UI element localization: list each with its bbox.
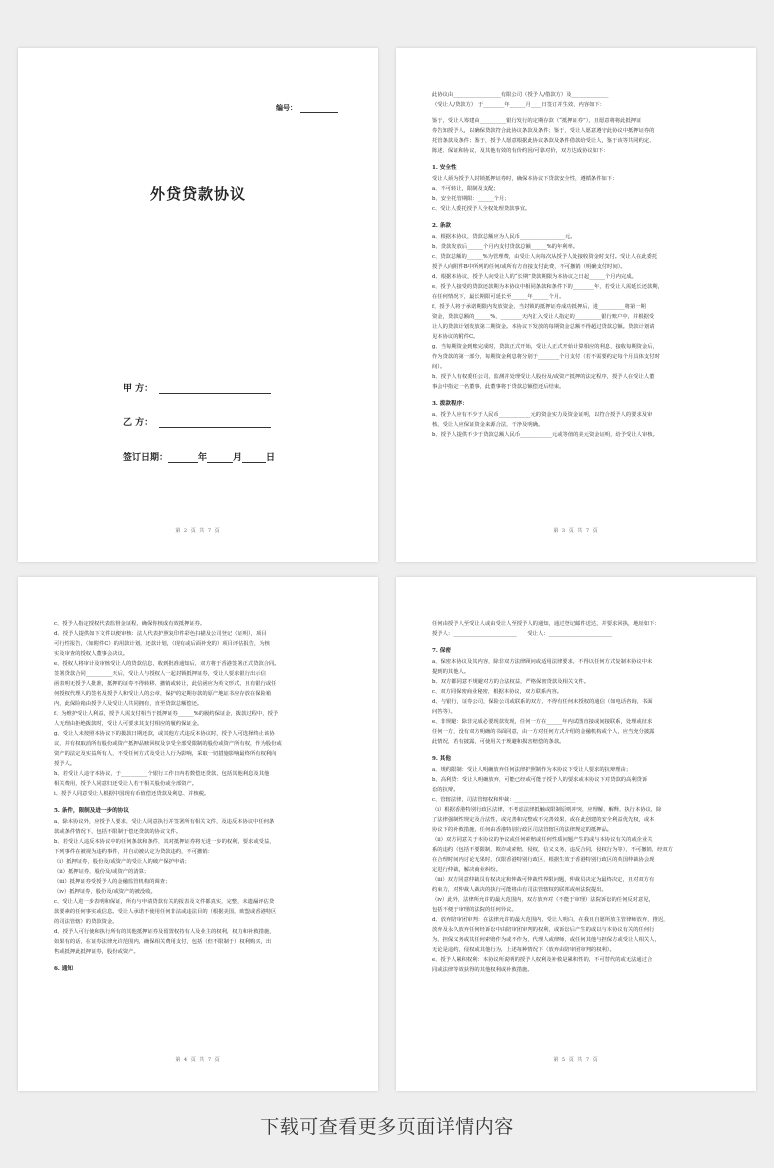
year-label: 年 xyxy=(198,453,208,463)
contract-number-blank xyxy=(300,105,338,113)
text-line: 间）。 xyxy=(432,364,446,370)
text-line: 此协议由__________________有限公司（授予人/借款方）及______________ xyxy=(432,92,609,98)
text-line: e、授予人接受的贷款还款期为本协议中相同条款和条件下的________年，若受让人需延长还款期， xyxy=(432,284,663,290)
text-line: 授予人：________________________ 受让人：________________________ xyxy=(432,631,613,637)
document-page-4 xyxy=(18,577,378,1091)
text-line: 下列事件在被视为违约事件，并自动被认定为贷款违约，不可撤销： xyxy=(54,849,213,855)
text-line: h、授予人有权委任公司，监测并处理受让人股份及/或资产抵押的法定程序，授予人在受让人董 xyxy=(432,374,655,380)
text-line: g、当每期资金到账完成时，贷款正式开始，受让人正式开始计算相应的利息，接收每期资金后， xyxy=(432,344,658,350)
text-line: 券告知授予人，以确保贷款符合此协议条款及条件；鉴于，受让人愿意遵守此协议中抵押证券的 xyxy=(432,128,655,134)
text-line: b、安全托管期限：______个月； xyxy=(432,196,510,202)
text-line: 陈述、保证和协议，及其他有效的有价约因/可靠对价，双方达成协议如下： xyxy=(432,148,609,154)
text-line: 放弃及永久放弃任何经诉讼中由陪审团审判的权利，或诉讼后产生的或以与本协议有关的任何行 xyxy=(432,927,655,933)
text-line: d、与银行，证券公司，保险公司或联系的双方，不得有任何未授权的通信（如电话咨询，书面 xyxy=(432,699,653,705)
party-b-label: 乙 方： xyxy=(123,418,154,428)
text-line: 了法律强制性规定及合法性，或完善和完整或不完善效果，或在此创建的安全利益优先权，或本 xyxy=(432,817,655,823)
text-line: b、授予人提供不少于贷款总额人民币____________元或等值的美元资金证明，给予受让人审核。 xyxy=(432,432,658,438)
text-line: e、授予人累积权利：本协议所说明的授予人权利及补救是累积性的，不可替代的或无法通过合 xyxy=(432,957,653,963)
text-line: 的司法管辖）的贷款资金。 xyxy=(54,919,118,925)
text-line: h、若受让人违守本协议，于__________个银行工作日内若数偿还贷款，包括其他利息及其他 xyxy=(54,771,270,777)
month-label: 月 xyxy=(233,453,243,463)
text-line: a、保密本协议及其内容，除非双方法律顾问或适用法律要求，不得以任何方式复制本协议中未 xyxy=(432,659,653,665)
text-line: 讼的抗辩。 xyxy=(432,787,459,793)
text-line: 相关费用，授予人同意归还受让人若干相关股份或全部资产。 xyxy=(54,781,198,787)
day-label: 日 xyxy=(266,453,276,463)
month-blank xyxy=(207,452,233,463)
text-line: 内，此保险箱由授予人及受让人共同拥有，直至贷款总额偿还。 xyxy=(54,701,203,707)
section-heading: 1. 安全性 xyxy=(432,165,457,171)
text-line: 受让人须为授予人封锁抵押证券时，确保本协议下贷款安全性，遵循条件如下： xyxy=(432,176,618,182)
year-blank xyxy=(168,452,198,463)
text-line: i、授予人同意受让人根据中国现有币值偿还贷款及利息、并核税。 xyxy=(54,791,210,797)
party-a-blank xyxy=(159,383,271,394)
text-line: a、除本协议外，应授予人要求，受让人同意执行并签署所有相关文件，及违反本协议中任何条 xyxy=(54,819,275,825)
section-heading: 7. 保密 xyxy=(432,648,451,654)
section-heading: 6. 通知 xyxy=(54,966,73,972)
text-line: b、贷款发放后______个月内支付贷款总额______%的年利率。 xyxy=(432,244,579,250)
text-line: 可行性报告，（如附件C）的用款计划，还款计划，（现有或后面补充的）项目评估报告，为核 xyxy=(54,641,270,647)
text-line: 此情况，若有披露，可使用关于规避和损害赔偿的条款。 xyxy=(432,739,565,745)
text-line: （i）抵押证券，股份及/或资产的受让人的破产保护申请； xyxy=(54,859,190,865)
text-line: 如果有的话，在证券法律允许范围内，确保相关费用支付，包括（但不限制于）权利购买，出 xyxy=(54,939,272,945)
document-page-5 xyxy=(396,577,756,1091)
contract-number xyxy=(276,103,338,113)
text-line: c、授予人指定授权代表监督金证程，确保你核成有效抵押证券。 xyxy=(54,621,206,627)
text-line: a、规约限制：受让人明确放弃任何法律护照制作为本协议下受让人要求的抗辩理由； xyxy=(432,767,632,773)
day-blank xyxy=(242,452,266,463)
document-page-cover xyxy=(18,48,378,562)
text-line: 系的违约（包括不要限制，欺诈或索赔，侵权，信义义务，违反合同，侵权行为等），不可撤销，经双方 xyxy=(432,847,674,853)
text-line: 同或法律等效获得的其他权利或补救措施。 xyxy=(432,967,533,973)
text-line: （ii）双方同意关于本协议的争议或任何索赔或任何性质问题产生的或与本协议有关的或企业关 xyxy=(432,837,653,843)
text-line: 授予人向附件B中所列的任何/或所有方直接支付此费，不可撤销（明确支付时间）。 xyxy=(432,264,626,270)
text-line: 事会中指定一名董事，此董事将于贷款总额偿还后结束。 xyxy=(432,384,565,390)
text-line: c、双方同保密商业秘密，根据本协议，双方联系内容。 xyxy=(432,689,563,695)
text-line: d、授予人提供如下文件以便审核：法人代表护照复印件彩色扫描及公司登记（证明），项目 xyxy=(54,631,267,637)
text-line: 人无理由拒绝拨款时，受让人可要求其支付相应的履约保证金。 xyxy=(54,721,203,727)
page-footer: 第 3 页 共 7 页 xyxy=(553,528,599,534)
text-line: 资金，贷款总额的______%，________天内汇入受让人指定的__________银行账户中，并根据受 xyxy=(432,314,655,320)
text-line: d、根据本协议，授予人向受让人的“长期”贷款期限为本协议之日起______个月内完成。 xyxy=(432,274,637,280)
section-heading: 2. 条款 xyxy=(432,223,451,229)
party-b-row xyxy=(123,415,271,428)
text-line: c、管辖法律，司法管辖权和仲裁：_______________________ xyxy=(432,797,576,803)
text-line: 何授权代理人的签名及授予人和受让人的公章，保护的定期存款的原产地证书应存放在保险箱 xyxy=(54,691,272,697)
document-page-3 xyxy=(396,48,756,562)
text-line: 任何由授予人至受让人或由受让人至授予人的通知，通过登记邮件送达，并要求回执，地址如下： xyxy=(432,621,660,627)
section-heading: 5. 条件，限制及进一步的协议 xyxy=(54,808,129,814)
text-line: 在任何情况下，最长期限可延长至______年______个月。 xyxy=(432,294,565,300)
text-line: （iii）双方同意仲裁员有权决定和仲裁可仲裁性界限问题，仲裁员决定为最终决定，且对双方有 xyxy=(432,877,655,883)
text-line: d、放弃陪审团审判：在法律允许的最大范围内，受让人明白，在我且自愿所放主管律师放弃，推迟， xyxy=(432,917,669,923)
section-heading: 3. 拨款程序： xyxy=(432,401,468,407)
text-line: （ii）抵押证券，股份及/或资产的清算； xyxy=(54,869,150,875)
text-line: 在合理时间内讨论无果时，仅限香港特别行政区，根据生效于香港特别行政区的英国仲裁协会现 xyxy=(432,857,655,863)
document-title: 外贷贷款协议 xyxy=(149,185,246,203)
section-heading: 9. 其他 xyxy=(432,756,451,762)
text-line: （i）根据香港特别行政区法律，不考虑法律抵触或限制原则冲突，应理解，解释，执行本协议，除 xyxy=(432,807,662,813)
text-line: 函表明无授予人批准，抵押的证券不得转移、撤销或转让，此信函应为英文形式，且有银行或任 xyxy=(54,681,277,687)
text-line: c、受让人委托授予人全权处理贷款事宜。 xyxy=(432,206,531,212)
text-line: b、双方都同意不规避对方的合法权益，严格保密贷款及相关文件。 xyxy=(432,679,590,685)
signing-date-row xyxy=(123,450,275,463)
contract-number-label: 编号： xyxy=(276,103,297,112)
text-line: f、授予人将于承诺期限内发放资金，当封锁的抵押证券成功抵押后，进__________将第一期 xyxy=(432,304,646,310)
party-a-label: 甲 方： xyxy=(123,384,154,394)
text-line: a、根据本协议，贷款总额应为人民币_________________元。 xyxy=(432,234,576,240)
text-line: 无论是违约，侵权或其他行为，上述每种情况下（放弃由陪审团审判的权利）。 xyxy=(432,947,615,953)
page-body xyxy=(432,619,720,975)
text-line: （iv）此外，法律所允许的最大范围内，双方放弃对（不能于审理）法院诉讼的任何反对意见， xyxy=(432,897,654,903)
text-line: （iv）抵押证券，股份及/或资产的被没收。 xyxy=(54,889,156,895)
signing-date-label: 签订日期： xyxy=(123,453,169,463)
text-line: 售或抵押此抵押证券，股份或资产。 xyxy=(54,949,139,955)
text-line: 核，受让人应保证资金来源合法，干净及明确。 xyxy=(432,422,544,428)
text-line: 实及审查的授权人董事会决议。 xyxy=(54,651,129,657)
text-line: d、授予人可行使和执行所有的其他抵押证券及留置权持有人及业主的权利，权力和补救措施， xyxy=(54,929,275,935)
text-line: 为，担保义务或其任何索赔作为或不作为，代理人或律师，或任何其他与担保方或受让人相关人， xyxy=(432,937,660,943)
text-line: f、为维护受让人利益，授予人需支付相当于抵押证券______%的履约保证金，拨款过程中，授予 xyxy=(54,711,279,717)
text-line: 款或条件情况下，包括不限制于偿还贷款的协议文件。 xyxy=(54,829,182,835)
text-line: 让人的贷款计划发放第二期资金。本协议下发放的每期资金总额不得超过贷款总额。贷款计划请 xyxy=(432,324,655,330)
text-line: （iii）抵押证券受授予人的金融监管机构的调查； xyxy=(54,879,171,885)
text-line: 托管条款及条件；鉴于，授予人愿意根据此协议条款及条件借款给受让人，鉴于该等共同约定、 xyxy=(432,138,655,144)
text-line: a、授予人应有不少于人民币____________元的资金实力及资金证明，以符合授予人的要求及审 xyxy=(432,412,653,418)
text-line: （受让人/贷款方） 于________年______月____日签订并生效，内容如下： xyxy=(432,102,605,108)
text-line: 提到的其他人。 xyxy=(432,669,470,675)
download-more-caption[interactable]: 下载可查看更多页面详情内容 xyxy=(260,1116,514,1138)
text-line: 约束力，对仲裁人裁决的执行可能将由有司法管辖权的联邦或州法院提出。 xyxy=(432,887,607,893)
page-body xyxy=(432,90,720,440)
text-line: 授予人。 xyxy=(54,761,76,767)
text-line: 包括不便于审理的法院的任何异议。 xyxy=(432,907,517,913)
text-line: e、非规避：除非完成必要现款发现，任何一方在______年内试图直接或间接联系，处理或征求 xyxy=(432,719,653,725)
text-line: 定进行仲裁，解决商业纠纷。 xyxy=(432,867,501,873)
party-a-row xyxy=(123,381,271,394)
text-line: 协议下的补救措施，任何由香港特别行政区司法管辖区的法律规定的抵押品。 xyxy=(432,827,613,833)
text-line: a、不可转让，限制及支配； xyxy=(432,186,499,192)
text-line: c、受让人进一步表明和保证，所有与申请贷款有关的报表及文件都真实，完整，未遗漏评估贷 xyxy=(54,899,275,905)
page-footer: 第 5 页 共 7 页 xyxy=(553,1057,599,1063)
party-b-blank xyxy=(159,417,271,428)
text-line: 鉴于，受让人筹建由__________银行发行的定期存款（“抵押证券”），且愿意将将此抵押证 xyxy=(432,118,642,124)
text-line: 问答等）。 xyxy=(432,709,456,715)
text-line: g、受让人未按照本协议下的拨款日期还款，或其他方式违反本协议时，授予人可选择终止该协 xyxy=(54,731,275,737)
page-body xyxy=(54,619,342,975)
text-line: 签署贷款合同__________天后，受让人与授权人一起封锁抵押证券，受让人要求银行出示信 xyxy=(54,671,266,677)
text-line: 款要素的任何事实或信息。受让人承诺不使用任何非法或违法目的（根据美国，欧盟或香港特区 xyxy=(54,909,277,915)
page-footer: 第 2 页 共 7 页 xyxy=(175,528,221,534)
text-line: b、高利贷：受让人明确放弃，可能已经或可能于授予人的要求或本协议下对贷款的高利贷诉 xyxy=(432,777,648,783)
page-footer: 第 4 页 共 7 页 xyxy=(175,1057,221,1063)
text-line: b、若受让人违反本协议中的任何条款和条件，其对抵押证券将无进一步的权利，要求或受益， xyxy=(54,839,275,845)
text-line: 任何一方，没有双方明确的书面同意，由一方对任何方式介绍的金融机构或个人，应当充分披露 xyxy=(432,729,655,735)
text-line: 见本协议的附件C。 xyxy=(432,334,479,340)
text-line: e、授权人将审计及审核受让人的贷款信息，收到批准通知后，双方将于香港签署正式贷款合同。 xyxy=(54,661,280,667)
text-line: 资产的法定及实益所有人，不受任何方式及受让人行为影响，采取一切措施影响最终所有权利向 xyxy=(54,751,277,757)
text-line: 作为贷款的第一部分，每期资金利息将分别于________个月支付（若不需要约定每个月具体支付时 xyxy=(432,354,660,360)
text-line: c、贷款总额的______%为管理费，由受让人向每次从授予人处接收资金时支付。受让人在此委托 xyxy=(432,254,658,260)
text-line: 议，并有权取消所有股份或资产抵押品赎回权及享受全部受限制的股份或资产所有权，作为股份或 xyxy=(54,741,282,747)
